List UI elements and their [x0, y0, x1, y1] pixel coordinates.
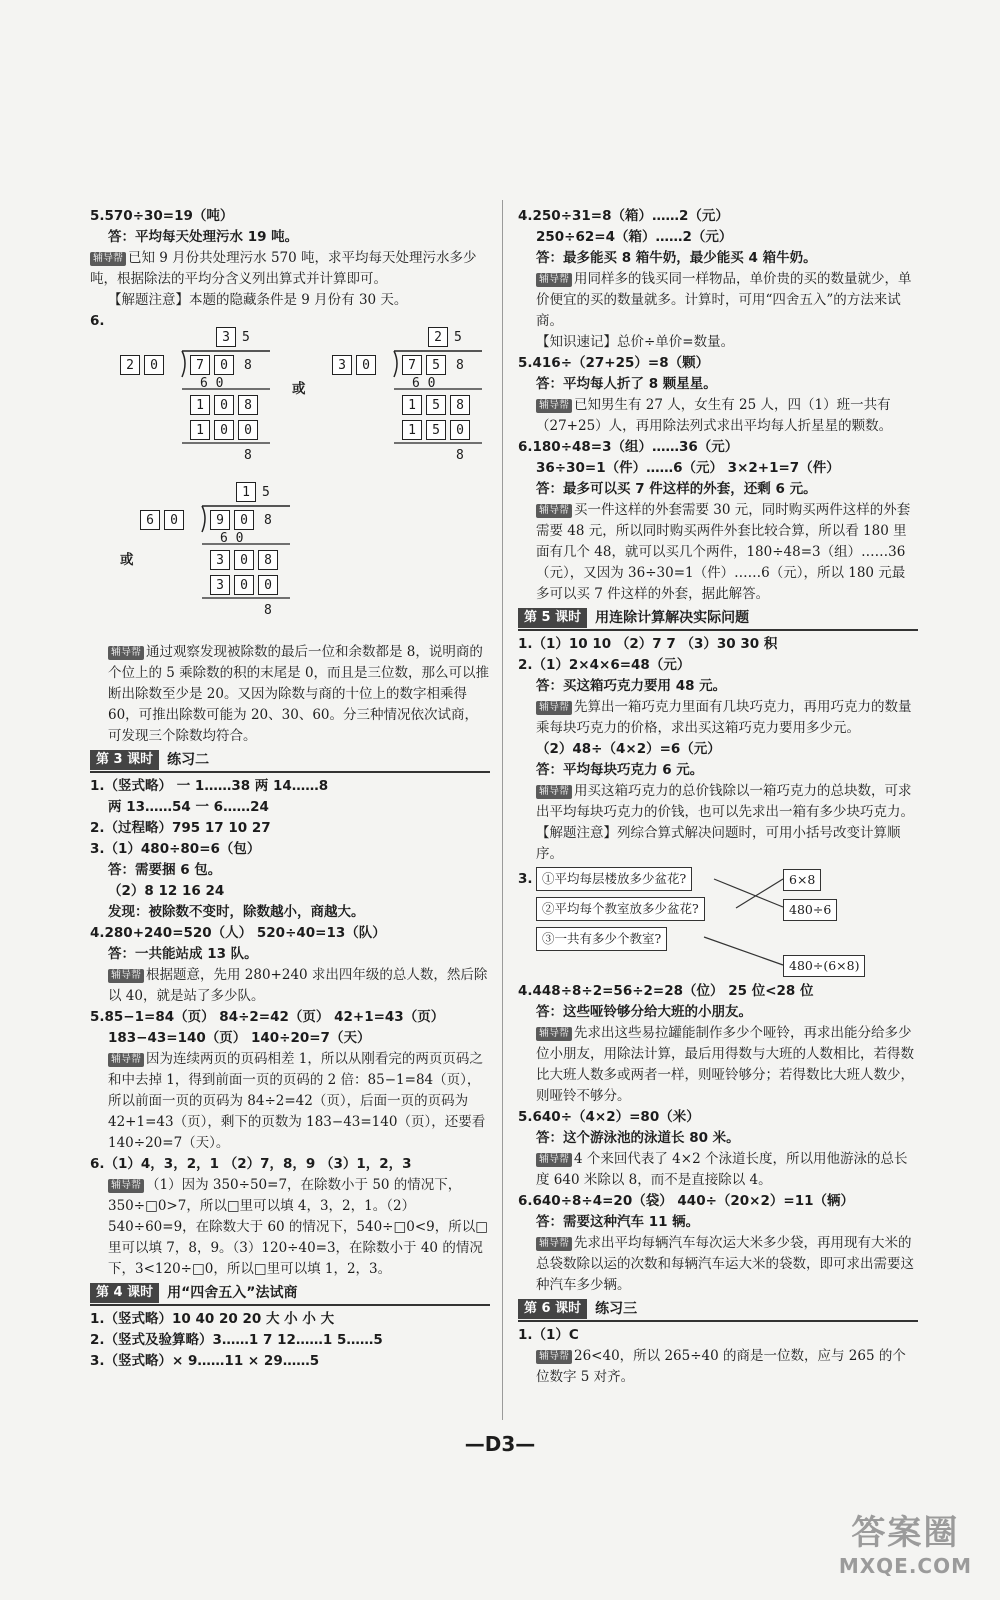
product-digit: 1: [402, 420, 422, 440]
help-badge: 辅导帮: [108, 969, 144, 983]
l5-q2-note: 【解题注意】列综合算式解决问题时，可用小括号改变计算顺序。: [536, 825, 901, 862]
partial-product: 6 0: [200, 376, 224, 391]
q6-help: [90, 642, 490, 747]
remainder-digit: 1: [402, 395, 422, 415]
final-remainder: 8: [264, 603, 272, 618]
watermark-logo: [839, 1505, 972, 1578]
l5-q5: 5.640÷（4×2）=80（米）: [518, 1109, 700, 1125]
l5-q4: 4.448÷8÷2=56÷2=28（位） 25 位<28 位: [518, 983, 814, 999]
remainder-digit: 0: [214, 395, 234, 415]
l5-q2-help2: [518, 781, 918, 823]
quotient-digit: 5: [262, 485, 270, 500]
quotient-digit: 5: [242, 330, 250, 345]
l3-q4-help-text: 根据题意，先用 280+240 求出四年级的总人数，然后除以 40，就是站了多少队。: [108, 967, 488, 1004]
r-q5-answer: 答：平均每人折了 8 颗星星。: [536, 376, 717, 392]
lesson-badge: 第 6 课时: [518, 1299, 587, 1319]
r-q6-help-text: 买一件这样的外套需要 30 元，同时购买两件这样的外套需要 48 元，所以同时购买两件外套比较合算，所以看 180 里面有几个 48，就可以买几个两件，180÷48=3（组）……36（元），又因为 36÷30=1（件）……6（元），所以 180 元最多可以买 7 件这样的外套，据此解答。: [536, 502, 911, 602]
remainder-digit: 8: [258, 550, 278, 570]
r-q4-help-text: 用同样多的钱买同一样物品，单价贵的买的数量就少，单价便宜的买的数量就多。计算时，可用“四舍五入”的方法来试商。: [536, 271, 912, 329]
dividend-digit: 0: [214, 355, 234, 375]
divisor-digit: 6: [140, 510, 160, 530]
divisor-digit: 3: [332, 355, 352, 375]
l5-q2-help: [518, 697, 918, 739]
l3-q5-help-text: 因为连续两页的页码相差 1，所以从刚看完的两页页码之和中去掉 1，得到前面一页的页码的 2 倍：85−1=84（页），所以前面一页的页码为 84÷2=42（页），后面一页的页码为 42+1=43（页），剩下的页数为 183−43=140（页），还要看 140÷20=7（天）。: [108, 1051, 486, 1151]
r-q5-help-text: 已知男生有 27 人，女生有 25 人，四（1）班一共有（27+25）人，再用除法列式求出平均每人折星星的颗数。: [536, 397, 893, 434]
remainder-digit: 3: [210, 550, 230, 570]
r-q4-help: [518, 269, 918, 332]
l3-q3-finding: 发现：被除数不变时，除数越小，商越大。: [108, 904, 365, 920]
lesson-5-header: [518, 607, 918, 631]
help-badge: 辅导帮: [90, 252, 126, 266]
q6-number: 6.: [90, 313, 105, 329]
l3-q1-cont: 两 13……54 一 6……24: [108, 799, 269, 815]
matching-exercise: [518, 867, 918, 979]
help-badge: 辅导帮: [108, 1053, 144, 1067]
l4-q3: 3.（竖式略）× 9……11 × 29……5: [90, 1353, 320, 1369]
r-q4: 4.250÷31=8（箱）……2（元）: [518, 208, 729, 224]
dividend-digit: 5: [426, 355, 446, 375]
dividend-digit: 7: [190, 355, 210, 375]
l3-q3-part2: （2）8 12 16 24: [108, 883, 225, 899]
l3-q5-help: [90, 1049, 490, 1154]
watermark-url: MXQE.COM: [838, 1554, 972, 1578]
l3-q6-help-text: （1）因为 350÷50=7，在除数小于 50 的情况下，350÷□0>7，所以□里可以填 4，3，2，1。（2）540÷60=9，在除数大于 60 的情况下，540÷□0<9，所以□里可以填 7，8，9。（3）120÷40=3，在除数小于 40 的情况下，3<120÷□0，所以□里可以填 1，2，3。: [108, 1177, 488, 1277]
remainder-digit: 5: [426, 395, 446, 415]
match-question-2: ②平均每个教室放多少盆花?: [536, 897, 705, 921]
l5-q2-help-text: 先算出一箱巧克力里面有几块巧克力，再用巧克力的数量乘每块巧克力的价格，求出买这箱巧克力要用多少元。: [536, 699, 912, 736]
match-question-1: ①平均每层楼放多少盆花?: [536, 867, 692, 891]
product-digit: 1: [190, 420, 210, 440]
lesson-badge: 第 3 课时: [90, 750, 159, 770]
dividend-digit: 7: [402, 355, 422, 375]
l4-q1: 1.（竖式略）10 40 20 20 大 小 小 大: [90, 1311, 335, 1327]
divisor-digit: 0: [356, 355, 376, 375]
l3-q4-answer: 答：一共能站成 13 队。: [108, 946, 258, 962]
help-badge: 辅导帮: [108, 646, 144, 660]
dividend-digit: 8: [244, 358, 252, 373]
product-digit: 0: [234, 575, 254, 595]
l3-q3: 3.（1）480÷80=6（包）: [90, 841, 261, 857]
help-badge: 辅导帮: [536, 504, 572, 518]
l5-q5-help-text: 4 个来回代表了 4×2 个泳道长度，所以用他游泳的总长度 640 米除以 8，而不是直接除以 4。: [536, 1151, 908, 1188]
quotient-digit: 3: [216, 327, 236, 347]
match-expression-1: 6×8: [783, 869, 821, 891]
lesson-title: 用连除计算解决实际问题: [595, 609, 750, 626]
l5-q4-help-text: 先求出这些易拉罐能制作多少个哑铃，再求出能分给多少位小朋友，用除法计算，最后用得数与大班的人数相比，若得数比大班人数多或两者一样，则哑铃够分；若得数比大班人数少，则哑铃不够分。: [536, 1025, 914, 1104]
l5-q1: 1.（1）10 10 （2）7 7 （3）30 30 积: [518, 636, 778, 652]
product-digit: 0: [450, 420, 470, 440]
dividend-digit: 8: [264, 513, 272, 528]
partial-product: 6 0: [412, 376, 436, 391]
division-diagram-row-2: [90, 482, 490, 642]
page-number: —D3—: [464, 1432, 536, 1456]
remainder-digit: 8: [450, 395, 470, 415]
left-column: [90, 206, 490, 1372]
q6-help-text: 通过观察发现被除数的最后一位和余数都是 8，说明商的个位上的 5 乘除数的积的末尾是 0，而且是三位数，那么可以推断出除数至少是 20。又因为除数与商的十位上的数字相乘得 60，可推出除数可能为 20、30、60。分三种情况依次试商，可发现三个除数均符合。: [108, 644, 490, 744]
dividend-digit: 0: [234, 510, 254, 530]
q3-number: 3.: [518, 871, 533, 887]
lesson-title: 练习三: [595, 1300, 638, 1317]
l6-q1-help: [518, 1346, 918, 1388]
l3-q6-help: [90, 1175, 490, 1280]
l3-q6: 6.（1）4，3，2，1 （2）7，8，9 （3）1，2，3: [90, 1156, 412, 1172]
lesson-title: 练习二: [167, 751, 210, 768]
l6-q1: 1.（1）C: [518, 1327, 579, 1343]
q5-help: [90, 248, 490, 290]
l5-q6-help: [518, 1233, 918, 1296]
product-digit: 0: [258, 575, 278, 595]
help-badge: 辅导帮: [536, 701, 572, 715]
remainder-digit: 1: [190, 395, 210, 415]
l5-q6-help-text: 先求出平均每辆汽车每次运大米多少袋，再用现有大米的总袋数除以运的次数和每辆汽车运大米的袋数，即可求出需要这种汽车多少辆。: [536, 1235, 914, 1293]
remainder-digit: 8: [238, 395, 258, 415]
lesson-4-header: [90, 1282, 490, 1306]
q5-help-text: 已知 9 月份共处理污水 570 吨，求平均每天处理污水多少吨，根据除法的平均分含义列出算式并计算即可。: [90, 250, 477, 287]
l5-q4-help: [518, 1023, 918, 1107]
final-remainder: 8: [244, 448, 252, 463]
l5-q2-help2-text: 用买这箱巧克力的总价钱除以一箱巧克力的总块数，可求出平均每块巧克力的价钱，也可以先求出一箱有多少块巧克力。: [536, 783, 914, 820]
l3-q4: 4.280+240=520（人） 520÷40=13（队）: [90, 925, 386, 941]
lesson-3-header: [90, 749, 490, 773]
help-badge: 辅导帮: [536, 1350, 572, 1364]
right-column: [518, 206, 918, 1388]
dividend-digit: 9: [210, 510, 230, 530]
r-q5-help: [518, 395, 918, 437]
q5-note: 【解题注意】本题的隐藏条件是 9 月份有 30 天。: [108, 292, 408, 308]
remainder-digit: 0: [234, 550, 254, 570]
final-remainder: 8: [456, 448, 464, 463]
match-expression-3: 480÷(6×8): [783, 955, 865, 977]
or-label: 或: [120, 552, 134, 568]
lesson-badge: 第 5 课时: [518, 608, 587, 628]
or-label: 或: [292, 381, 306, 397]
l4-q2: 2.（竖式及验算略）3……1 7 12……1 5……5: [90, 1332, 383, 1348]
divisor-digit: 0: [144, 355, 164, 375]
match-expression-2: 480÷6: [783, 899, 837, 921]
r-q4-answer: 答：最多能买 8 箱牛奶，最少能买 4 箱牛奶。: [536, 250, 817, 266]
l3-q3-answer: 答：需要捆 6 包。: [108, 862, 222, 878]
l5-q6-answer: 答：需要这种汽车 11 辆。: [536, 1214, 700, 1230]
q5-answer: 答：平均每天处理污水 19 吨。: [108, 229, 299, 245]
l5-q2-part2: （2）48÷（4×2）=6（元）: [536, 741, 721, 757]
help-badge: 辅导帮: [536, 273, 572, 287]
quotient-digit: 1: [236, 482, 256, 502]
help-badge: 辅导帮: [536, 1237, 572, 1251]
division-diagrams-row: [90, 332, 490, 482]
l5-q2: 2.（1）2×4×6=48（元）: [518, 657, 691, 673]
quotient-digit: 5: [454, 330, 462, 345]
l5-q2-answer: 答：买这箱巧克力要用 48 元。: [536, 678, 727, 694]
help-badge: 辅导帮: [536, 399, 572, 413]
l6-q1-help-text: 26<40，所以 265÷40 的商是一位数，应与 265 的个位数字 5 对齐。: [536, 1348, 906, 1385]
l5-q6: 6.640÷8÷4=20（袋） 440÷（20×2）=11（辆）: [518, 1193, 854, 1209]
l5-q4-answer: 答：这些哑铃够分给大班的小朋友。: [536, 1004, 752, 1020]
dividend-digit: 8: [456, 358, 464, 373]
match-question-3: ③一共有多少个教室?: [536, 927, 667, 951]
r-q5: 5.416÷（27+25）=8（颗）: [518, 355, 710, 371]
lesson-6-header: [518, 1298, 918, 1322]
r-q4-note: 【知识速记】总价÷单价=数量。: [536, 334, 735, 350]
product-digit: 0: [238, 420, 258, 440]
watermark-text: 答案圈: [851, 1513, 960, 1553]
divisor-digit: 0: [164, 510, 184, 530]
r-q6-help: [518, 500, 918, 605]
l3-q2: 2.（过程略）795 17 10 27: [90, 820, 271, 836]
lesson-title: 用“四舍五入”法试商: [167, 1284, 298, 1301]
l3-q5: 5.85−1=84（页） 84÷2=42（页） 42+1=43（页）: [90, 1009, 445, 1025]
help-badge: 辅导帮: [536, 785, 572, 799]
product-digit: 0: [214, 420, 234, 440]
l5-q5-help: [518, 1149, 918, 1191]
l5-q2-answer2: 答：平均每块巧克力 6 元。: [536, 762, 704, 778]
l3-q4-help: [90, 965, 490, 1007]
divisor-digit: 2: [120, 355, 140, 375]
r-q4-line2: 250÷62=4（箱）……2（元）: [536, 229, 733, 245]
help-badge: 辅导帮: [536, 1153, 572, 1167]
product-digit: 3: [210, 575, 230, 595]
l3-q1: 1.（竖式略） 一 1……38 两 14……8: [90, 778, 329, 794]
r-q6: 6.180÷48=3（组）……36（元）: [518, 439, 739, 455]
r-q6-line2: 36÷30=1（件）……6（元） 3×2+1=7（件）: [536, 460, 840, 476]
l3-q5-cont: 183−43=140（页） 140÷20=7（天）: [108, 1030, 371, 1046]
r-q6-answer: 答：最多可以买 7 件这样的外套，还剩 6 元。: [536, 481, 817, 497]
help-badge: 辅导帮: [536, 1027, 572, 1041]
q5-equation: 5.570÷30=19（吨）: [90, 208, 234, 224]
quotient-digit: 2: [428, 327, 448, 347]
partial-product: 6 0: [220, 531, 244, 546]
lesson-badge: 第 4 课时: [90, 1283, 159, 1303]
column-divider: [502, 200, 503, 1420]
product-digit: 5: [426, 420, 446, 440]
l5-q5-answer: 答：这个游泳池的泳道长 80 米。: [536, 1130, 740, 1146]
help-badge: 辅导帮: [108, 1179, 144, 1193]
